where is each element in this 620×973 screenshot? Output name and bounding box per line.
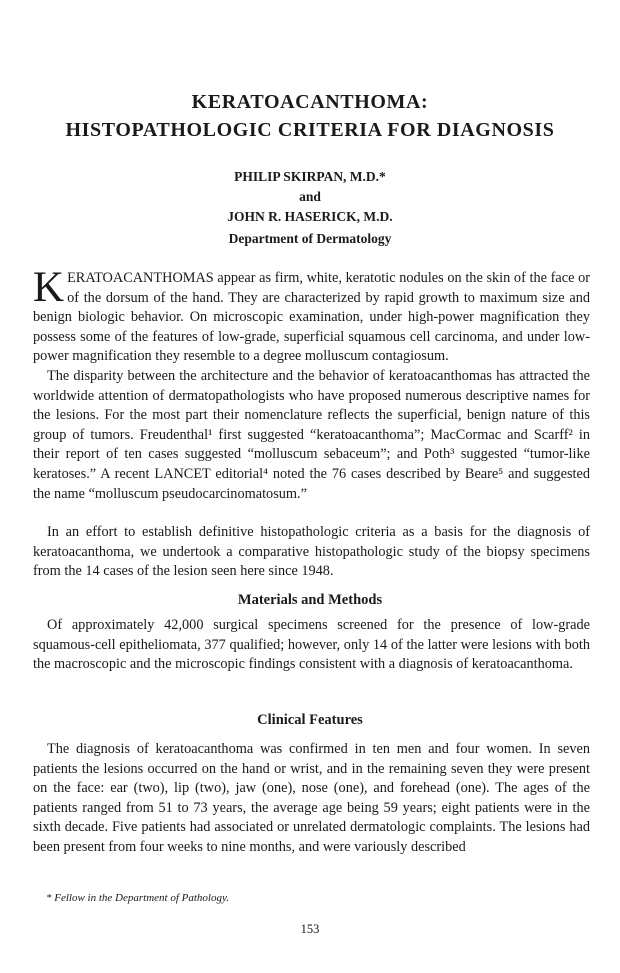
article-title-line1: KERATOACANTHOMA:	[191, 91, 429, 113]
paragraph-materials: Of approximately 42,000 surgical specimens screened for the presence of low-grade squamous-cell epitheliomata, 377 qualified; however, only 14 of the latter were lesions with both the macroscopic and the microscopic findings consistent with a diagnosis of keratoacanthoma.	[33, 617, 590, 673]
author-conjunction: and	[299, 189, 321, 204]
drop-cap: K	[33, 264, 65, 311]
section-heading-materials: Materials and Methods	[237, 592, 383, 608]
paragraph-objective: In an effort to establish definitive histopathologic criteria as a basis for the diagnosis of keratoacanthoma, we undertook a comparative histopathologic study of the biopsy specimens from the 14 cases of the lesion seen here since 1948.	[33, 524, 590, 580]
author-1: PHILIP SKIRPAN, M.D.*	[234, 169, 386, 184]
paragraph-nomenclature: The disparity between the architecture and the behavior of keratoacanthomas has attracted the worldwide attention of dermatopathologists who have proposed numerous descriptive names for the lesions. For the most part their nomenclature reflects the superficial, benign nature of this group of tumors. Freudenthal¹ first suggested “keratoacanthoma”; MacCormac and Scarff² in their report of ten cases suggested “molluscum sebaceum”; and Poth³ suggested “tumor-like keratoses.” A recent LANCET editorial⁴ noted the 76 cases described by Beare⁵ and suggested the name “molluscum pseudocarcinomatosum.”	[33, 368, 590, 502]
section-heading-clinical: Clinical Features	[257, 712, 363, 728]
paragraph-clinical: The diagnosis of keratoacanthoma was confirmed in ten men and four women. In seven patients the lesions occurred on the hand or wrist, and in the remaining seven they were present on the face: ear (two), lip (two), jaw (one), nose (one), and forehead (one). The ages of the patients ranged from 51 to 73 years, the average age being 59 years; eight patients were in the sixth decade. Five patients had associated or unrelated dermatologic complaints. The lesions had been present from four weeks to nine months, and were variously described	[33, 741, 590, 855]
paragraph-intro	[33, 264, 590, 367]
article-title-line2: HISTOPATHOLOGIC CRITERIA FOR DIAGNOSIS	[65, 119, 555, 141]
footnote: * Fellow in the Department of Pathology.	[46, 892, 230, 904]
paragraph-intro-text: ERATOACANTHOMAS appear as firm, white, keratotic nodules on the skin of the face or of the dorsum of the hand. They are characterized by rapid growth to maximum size and benign biologic behavior. On microscopic examination, under high-power magnification they possess some of the features of low-grade, superficial squamous cell carcinoma, and under low-power magnification they resemble to a degree molluscum contagiosum.	[33, 270, 590, 365]
author-2: JOHN R. HASERICK, M.D.	[227, 209, 393, 224]
page-number: 153	[300, 922, 320, 936]
department: Department of Dermatology	[228, 231, 392, 246]
